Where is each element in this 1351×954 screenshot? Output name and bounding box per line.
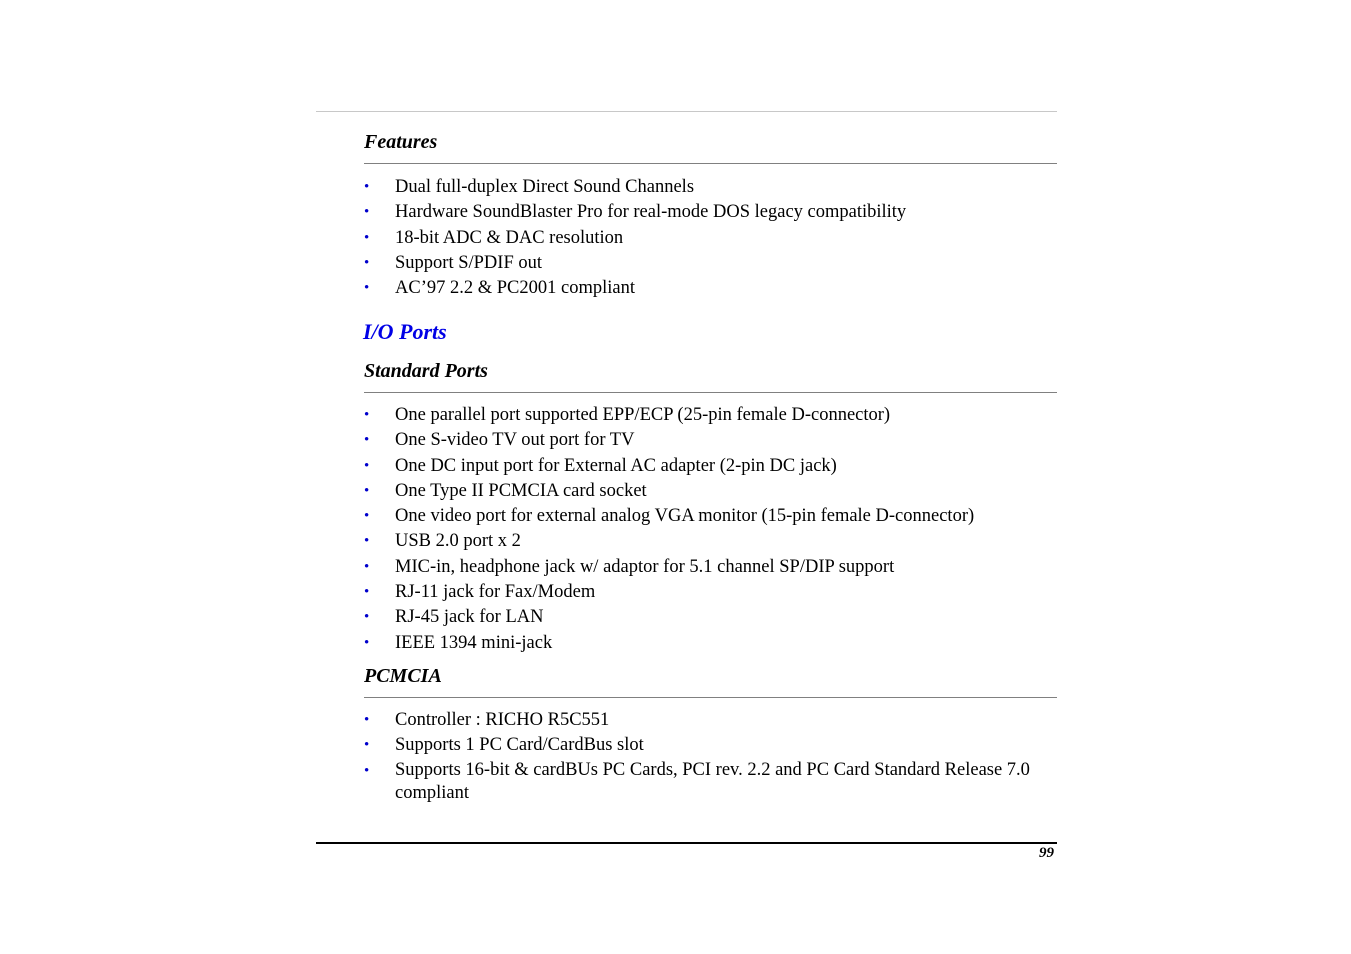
pcmcia-list (364, 708, 1057, 805)
bullet-icon: • (364, 712, 370, 728)
list-item: • One parallel port supported EPP/ECP (25-pin female D-connector) (364, 405, 891, 425)
header-rule (316, 111, 1057, 112)
list-item: • AC’97 2.2 & PC2001 compliant (364, 278, 635, 299)
bullet-icon: • (364, 229, 370, 246)
list-item: • USB 2.0 port x 2 (364, 531, 521, 552)
bullet-icon: • (364, 609, 370, 626)
list-item: • Hardware SoundBlaster Pro for real-mode DOS legacy compatibility (364, 202, 907, 223)
bullet-icon: • (364, 634, 370, 651)
list-item: • One S-video TV out port for TV (364, 430, 635, 451)
bullet-icon: • (364, 482, 370, 499)
list-item: • RJ-11 jack for Fax/Modem (364, 582, 596, 603)
pcmcia-heading: PCMCIA (364, 665, 442, 687)
list-item: • One video port for external analog VGA monitor (15-pin female D-connector) (364, 506, 975, 527)
io-ports-heading: I/O Ports (363, 319, 447, 344)
bullet-icon: • (364, 432, 370, 449)
bullet-icon: • (364, 254, 370, 271)
bullet-icon: • (364, 558, 370, 575)
list-item: • Controller : RICHO R5C551 (364, 710, 610, 730)
features-heading: Features (364, 131, 438, 153)
standard-ports-list (364, 403, 1057, 656)
bullet-icon: • (364, 737, 370, 754)
bullet-icon: • (364, 584, 370, 601)
list-item: • Support S/PDIF out (364, 252, 543, 273)
list-item: • Supports 1 PC Card/CardBus slot (364, 735, 644, 756)
bullet-icon: • (364, 508, 370, 525)
features-list (364, 175, 1057, 301)
list-item: • 18-bit ADC & DAC resolution (364, 227, 624, 248)
page-number: 99 (1039, 845, 1054, 861)
list-item: • One DC input port for External AC adapter (2-pin DC jack) (364, 455, 837, 476)
list-item: • One Type II PCMCIA card socket (364, 480, 647, 501)
bullet-icon: • (364, 533, 370, 550)
bullet-icon: • (364, 204, 370, 221)
standard-ports-heading: Standard Ports (364, 360, 488, 382)
bullet-icon: • (364, 457, 370, 474)
bullet-icon: • (364, 762, 370, 779)
list-item: • MIC-in, headphone jack w/ adaptor for 5.1 channel SP/DIP support (364, 556, 895, 577)
features-rule (364, 163, 1057, 164)
standard-ports-rule (364, 392, 1057, 393)
bullet-icon: • (364, 407, 370, 423)
list-item: • Supports 16-bit & cardBUs PC Cards, PCI rev. 2.2 and PC Card Standard Release 7.0 compliant (364, 759, 1030, 803)
pcmcia-rule (364, 697, 1057, 698)
bullet-icon: • (364, 280, 370, 297)
footer-rule (316, 842, 1057, 844)
list-item: • RJ-45 jack for LAN (364, 607, 544, 628)
list-item: • IEEE 1394 mini-jack (364, 632, 553, 653)
list-item: • Dual full-duplex Direct Sound Channels (364, 177, 695, 197)
bullet-icon: • (364, 179, 370, 195)
